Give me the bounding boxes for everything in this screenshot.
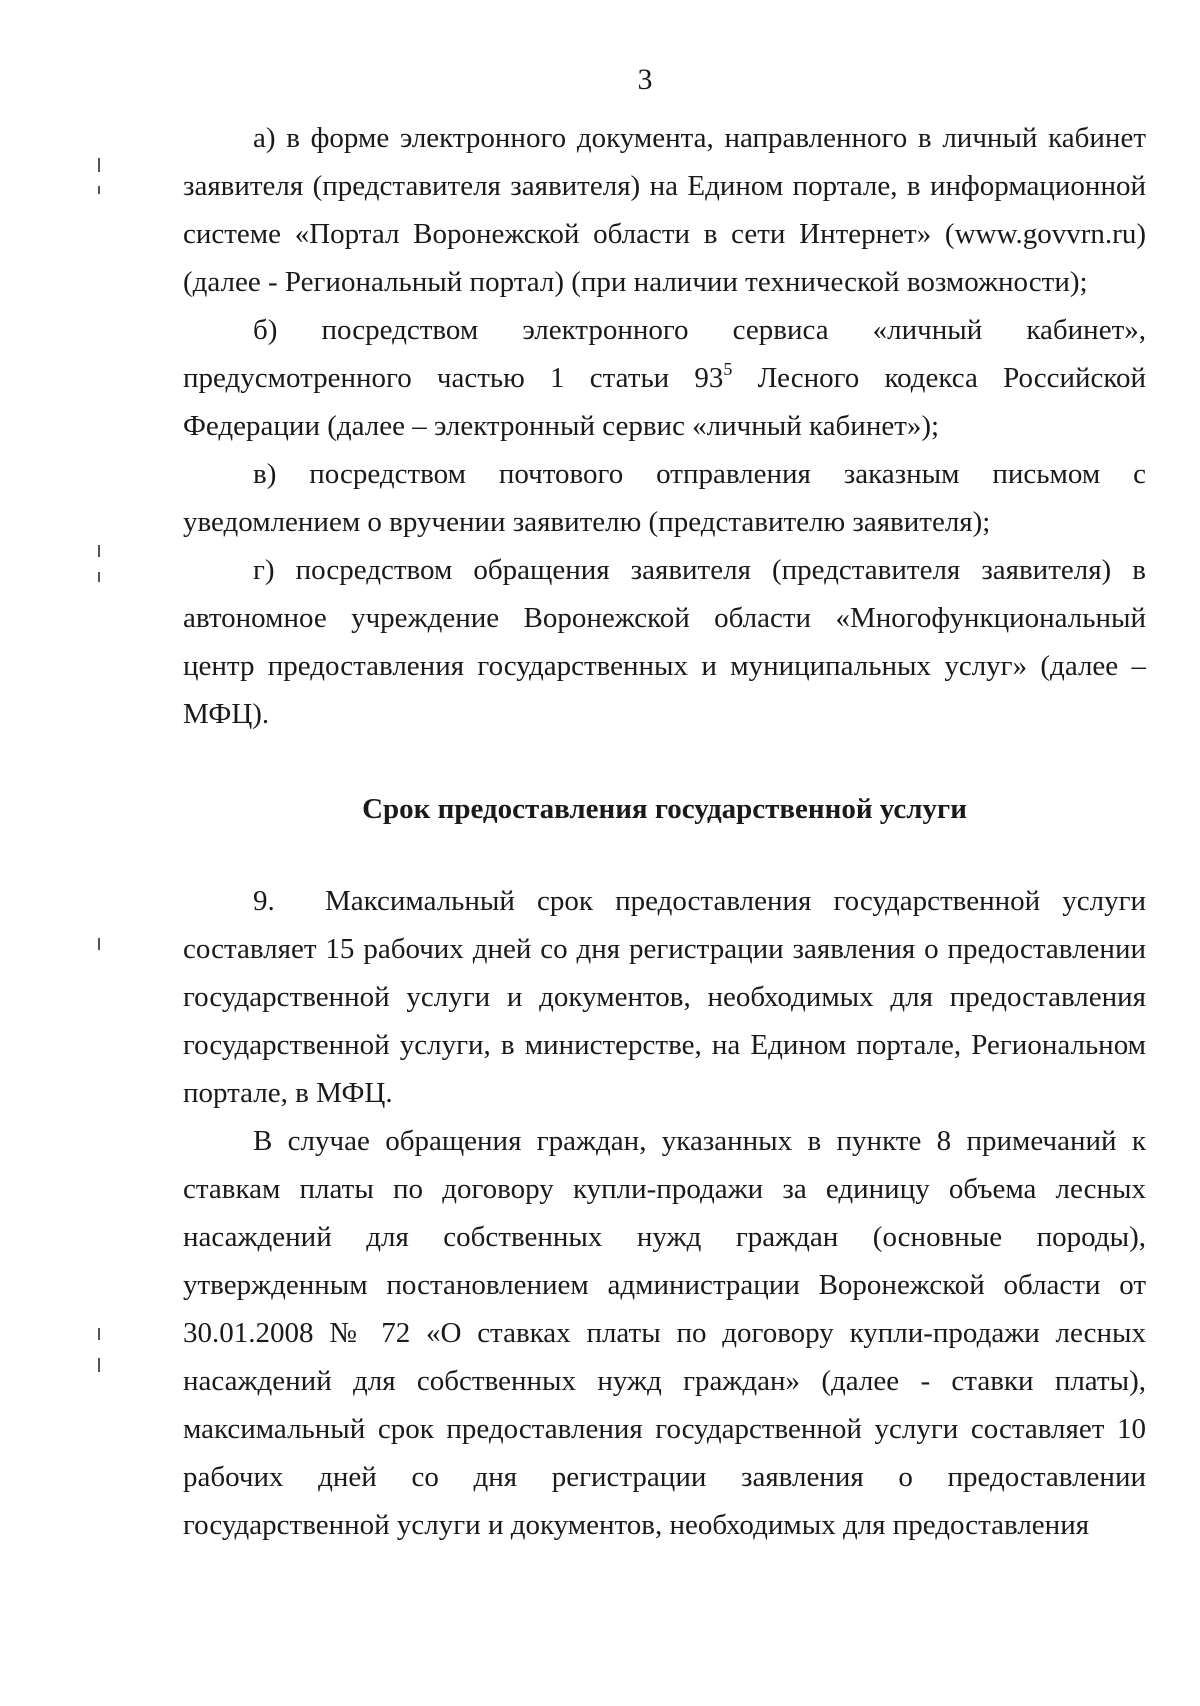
item-9-text: Максимальный срок предоставления государственной услуги составляет 15 рабочих дней со дня регистрации заявления о предоставлении государственной услуги и документов, необходимых для предоставления государственной услуги, в министерстве, на Едином портале, Региональном портале, в МФЦ.	[183, 885, 1146, 1109]
document-body	[183, 114, 1146, 1549]
margin-mark	[98, 1328, 100, 1340]
margin-mark	[98, 938, 100, 950]
superscript: 5	[723, 359, 733, 379]
paragraph-g: г) посредством обращения заявителя (представителя заявителя) в автономное учреждение Воронежской области «Многофункциональный центр предоставления государственных и муниципальных услуг» (далее – МФЦ).	[183, 554, 1146, 730]
paragraph-b-text: б) посредством электронного сервиса «личный кабинет», предусмотренного частью 1 статьи 93	[183, 314, 1146, 394]
margin-mark	[98, 572, 100, 582]
paragraph-a: а) в форме электронного документа, направленного в личный кабинет заявителя (представителя заявителя) на Едином портале, в информационной системе «Портал Воронежской области в сети Интернет» (www.govvrn.ru) (далее - Региональный портал) (при наличии технической возможности);	[183, 122, 1146, 298]
section-heading: Срок предоставления государственной услуги	[362, 793, 967, 825]
case-paragraph: В случае обращения граждан, указанных в пункте 8 примечаний к ставкам платы по договору купли-продажи за единицу объема лесных насаждений для собственных нужд граждан (основные породы), утвержденным постановлением администрации Воронежской области от 30.01.2008 № 72 «О ставках платы по договору купли-продажи лесных насаждений для собственных нужд граждан» (далее - ставки платы), максимальный срок предоставления государственной услуги составляет 10 рабочих дней со дня регистрации заявления о предоставлении государственной услуги и документов, необходимых для предоставления	[183, 1125, 1146, 1541]
margin-mark	[98, 545, 100, 557]
item-9	[183, 877, 1146, 1117]
margin-mark	[98, 158, 100, 172]
paragraph-v: в) посредством почтового отправления заказным письмом с уведомлением о вручении заявителю (представителю заявителя);	[183, 458, 1146, 538]
margin-mark	[98, 186, 100, 194]
paragraph-b-text-rest: Лесного кодекса Российской Федерации (далее – электронный сервис «личный кабинет»);	[183, 362, 1146, 442]
item-9-number: 9.	[253, 885, 275, 917]
page-number: 3	[637, 63, 653, 96]
margin-mark	[98, 1358, 100, 1372]
paragraph-b	[183, 306, 1146, 450]
